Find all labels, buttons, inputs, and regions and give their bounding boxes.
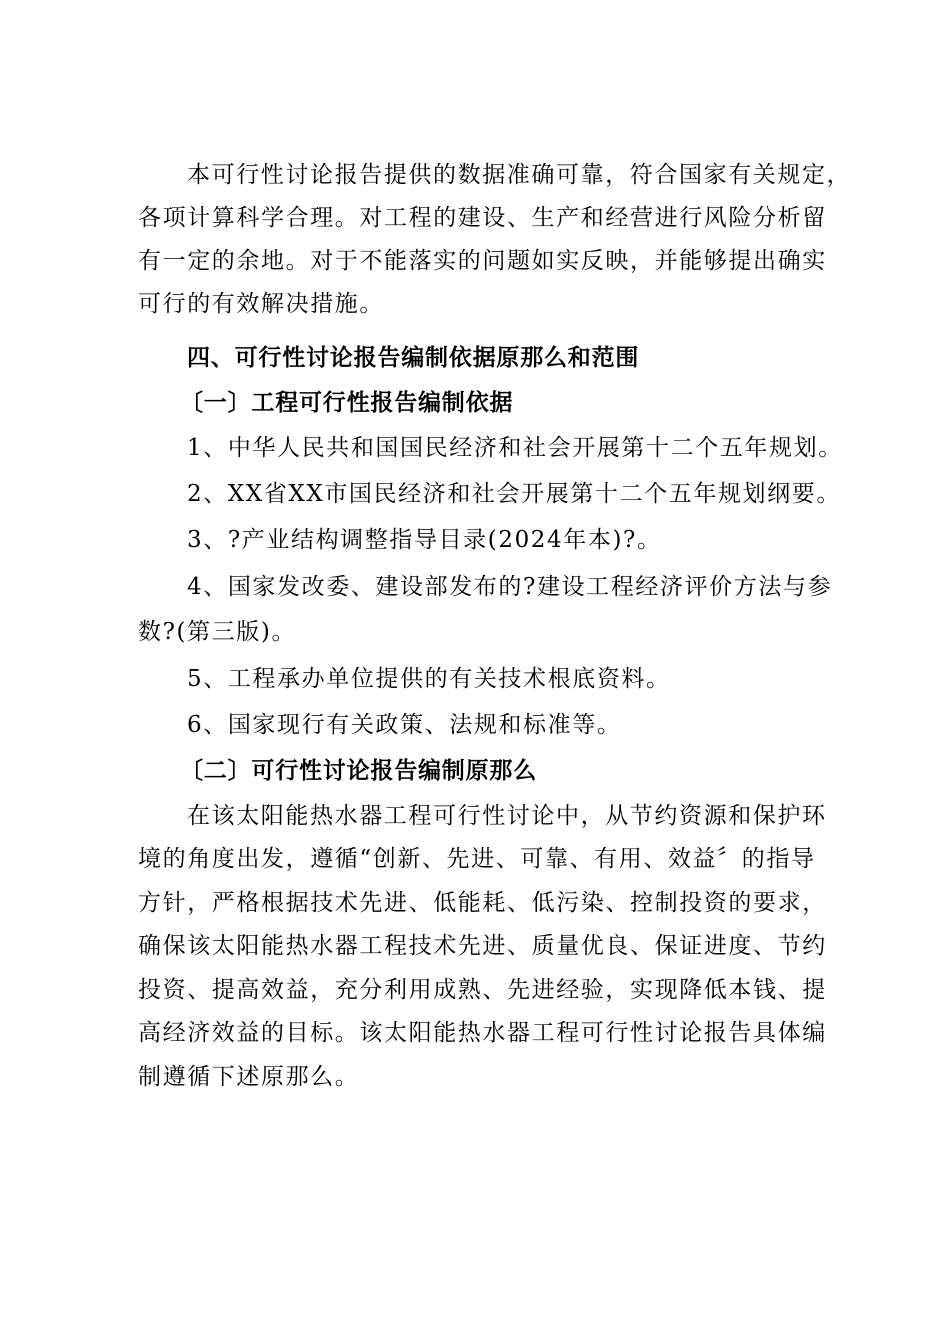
section-4-heading: 四、可行性讨论报告编制依据原那么和范围	[187, 344, 640, 371]
paragraph-1-line-2: 各项计算科学合理。对工程的建设、生产和经营进行风险分析留	[138, 205, 827, 231]
basis-item-6: 6、国家现行有关政策、法规和标准等。	[187, 712, 622, 738]
basis-item-4-line-2: 数?(第三版)。	[138, 619, 297, 645]
basis-item-3: 3、?产业结构调整指导目录(2024年本)?。	[187, 527, 662, 553]
basis-item-1: 1、中华人民共和国国民经济和社会开展第十二个五年规划。	[187, 435, 843, 461]
principle-paragraph-line-4: 确保该太阳能热水器工程技术先进、质量优良、保证进度、节约	[138, 933, 827, 959]
principle-paragraph-line-7: 制遵循下述原那么。	[138, 1064, 360, 1090]
principle-paragraph-line-2: 境的角度出发，遵循“创新、先进、可靠、有用、效益〞的指导	[138, 846, 816, 872]
principle-paragraph-line-6: 高经济效益的目标。该太阳能热水器工程可行性讨论报告具体编	[138, 1020, 827, 1046]
basis-item-5: 5、工程承办单位提供的有关技术根底资料。	[187, 666, 671, 692]
subsection-1-heading: 〔一〕工程可行性报告编制依据	[180, 389, 514, 416]
paragraph-1-line-4: 可行的有效解决措施。	[138, 291, 384, 317]
principle-paragraph-line-5: 投资、提高效益，充分利用成熟、先进经验，实现降低本钱、提	[138, 977, 827, 1003]
principle-paragraph-line-1: 在该太阳能热水器工程可行性讨论中，从节约资源和保护环	[187, 803, 827, 829]
basis-item-2: 2、XX省XX市国民经济和社会开展第十二个五年规划纲要。	[187, 481, 841, 507]
paragraph-1-line-3: 有一定的余地。对于不能落实的问题如实反映，并能够提出确实	[138, 248, 827, 274]
subsection-2-heading: 〔二〕可行性讨论报告编制原那么	[180, 757, 537, 784]
paragraph-1-line-1: 本可行性讨论报告提供的数据准确可靠，符合国家有关规定，	[187, 162, 852, 188]
basis-item-4-line-1: 4、国家发改委、建设部发布的?建设工程经济评价方法与参	[187, 574, 833, 600]
principle-paragraph-line-3: 方针，严格根据技术先进、低能耗、低污染、控制投资的要求，	[138, 890, 827, 916]
